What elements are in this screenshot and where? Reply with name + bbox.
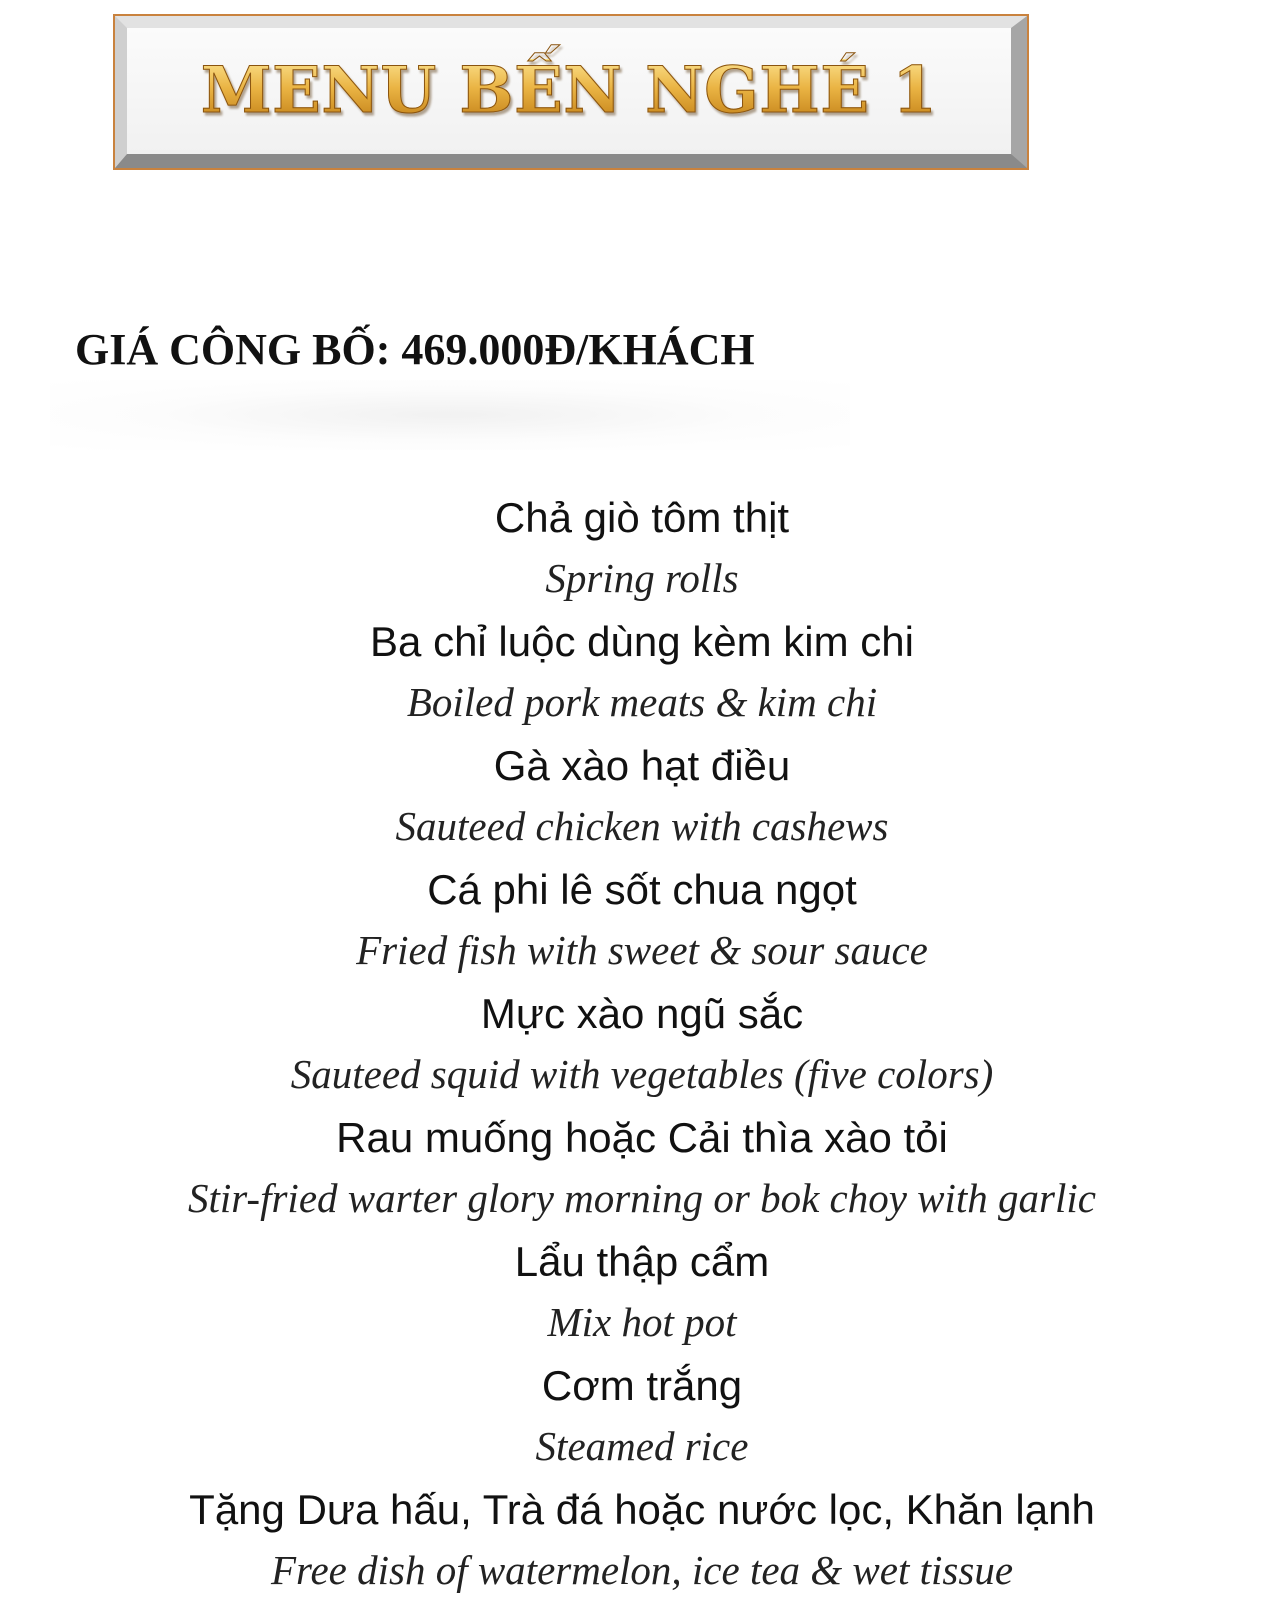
menu-title-banner: [113, 14, 1029, 170]
dish-item: [0, 860, 1284, 984]
dish-name-vietnamese: Ba chỉ luộc dùng kèm kim chi: [370, 618, 914, 665]
dish-item: [0, 488, 1284, 612]
dish-name-english: Stir-fried warter glory morning or bok choy with garlic: [188, 1175, 1096, 1221]
dish-item: [0, 736, 1284, 860]
dish-item: [0, 612, 1284, 736]
banner-face: [127, 28, 1011, 154]
dish-name-vietnamese: Tặng Dưa hấu, Trà đá hoặc nước lọc, Khăn lạnh: [189, 1486, 1095, 1533]
dish-name-vietnamese: Chả giò tôm thịt: [494, 494, 790, 541]
dish-item: [0, 1232, 1284, 1356]
dish-name-vietnamese: Cơm trắng: [541, 1362, 743, 1409]
dish-name-english: Free dish of watermelon, ice tea & wet tissue: [270, 1547, 1014, 1593]
price-underlay: [50, 380, 850, 450]
dish-name-vietnamese: Lẩu thập cẩm: [514, 1238, 770, 1285]
dish-item: [0, 1108, 1284, 1232]
dish-name-english: Steamed rice: [535, 1423, 749, 1469]
dish-item: [0, 984, 1284, 1108]
dish-name-vietnamese: Rau muống hoặc Cải thìa xào tỏi: [336, 1114, 948, 1161]
dish-name-english: Sauteed chicken with cashews: [395, 803, 889, 849]
price-per-guest: GIÁ CÔNG BỐ: 469.000Đ/KHÁCH: [75, 325, 755, 374]
dish-name-vietnamese: Cá phi lê sốt chua ngọt: [427, 866, 857, 913]
menu-title: MENU BẾN NGHÉ 1: [200, 53, 938, 128]
dish-name-english: Boiled pork meats & kim chi: [406, 679, 878, 725]
dish-name-vietnamese: Gà xào hạt điều: [493, 742, 791, 789]
dish-name-english: Spring rolls: [545, 555, 739, 601]
dish-name-english: Sauteed squid with vegetables (five colors): [290, 1051, 994, 1097]
dish-name-english: Mix hot pot: [547, 1299, 737, 1345]
dish-name-vietnamese: Mực xào ngũ sắc: [480, 990, 804, 1037]
dish-list: [0, 488, 1284, 1604]
dish-name-english: Fried fish with sweet & sour sauce: [356, 927, 928, 973]
dish-item: [0, 1480, 1284, 1604]
dish-item: [0, 1356, 1284, 1480]
